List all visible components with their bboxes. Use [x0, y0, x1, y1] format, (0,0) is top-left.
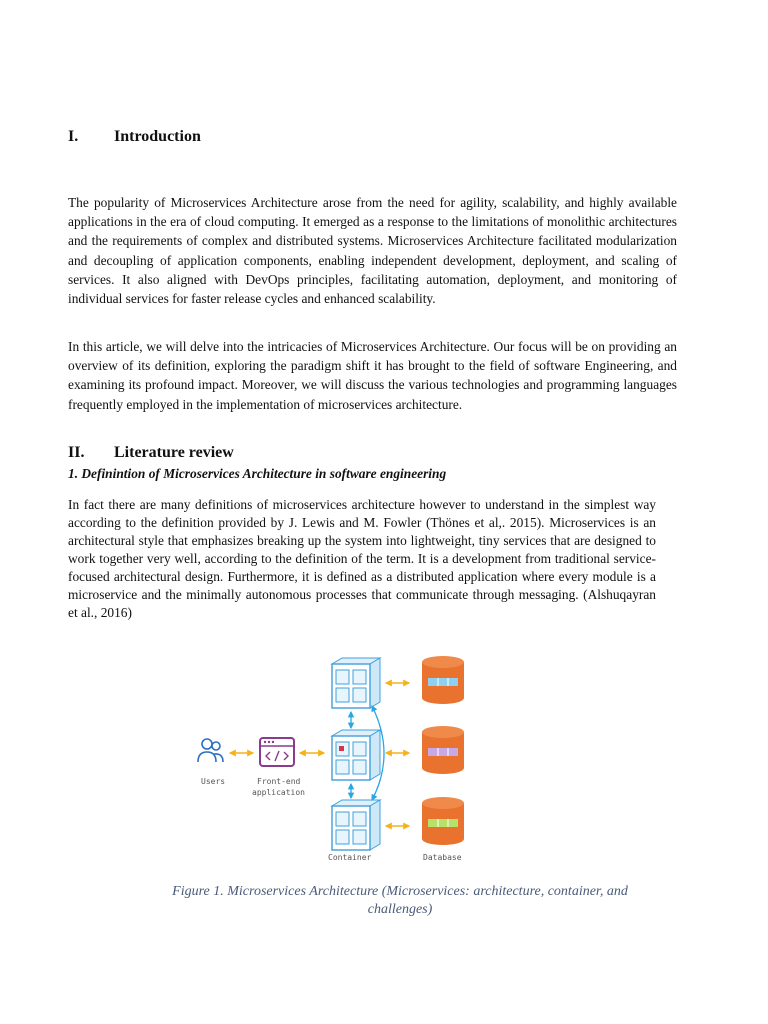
section-title: Literature review: [114, 444, 234, 461]
database-icon-1: [422, 656, 464, 704]
container-box-3: [332, 800, 380, 850]
literature-paragraph: In fact there are many definitions of microservices architecture however to understand in the simplest way according to the definition provided by J. Lewis and M. Fowler (Thönes et al,. 2015). Microservices is an architectural style that emphasizes breaking up the system into lightweight, tiny services that are designed to work together very well, according to the definition of the term. It is a development from traditional service-focused architectural design. Furthermore, it is defined as a distributed application where every module is a microservice and the minimally autonomous processes that communicate through messaging. (Alshuqayran et al., 2016): [68, 497, 656, 620]
frontend-label-line-2: application: [252, 788, 305, 797]
users-label: Users: [201, 777, 226, 786]
container-box-2: [332, 730, 380, 780]
container-box-1: [332, 658, 380, 708]
subsection-heading: 1. Definintion of Microservices Architecture in software engineering: [68, 466, 447, 481]
figure-caption: Figure 1. Microservices Architecture (Microservices: architecture, container, and challenges): [172, 884, 628, 917]
database-icon-2: [422, 726, 464, 774]
users-icon: [198, 739, 223, 762]
intro-paragraph-1: The popularity of Microservices Architecture arose from the need for agility, scalability, and highly available applications in the era of cloud computing. It emerged as a response to the limitations of monolithic architectures and the requirements of complex and distributed systems. Microservices Architecture facilitated modularization and decoupling of application components, enabling independent development, deployment, and scaling of services. It also aligned with DevOps principles, facilitating automation, deployment, and monitoring of individual services for faster release cycles and enhanced scalability.: [68, 195, 677, 307]
container-label: Container: [328, 853, 372, 862]
section-number: II.: [68, 444, 85, 461]
section-number: I.: [68, 128, 79, 145]
database-label: Database: [423, 853, 462, 862]
database-icon-3: [422, 797, 464, 845]
section-title: Introduction: [114, 128, 201, 145]
frontend-label-line-1: Front-end: [257, 777, 301, 786]
frontend-app-icon: [260, 738, 294, 766]
intro-paragraph-2: In this article, we will delve into the intricacies of Microservices Architecture. Our focus will be on providing an overview of its definition, exploring the paradigm shift it has brought to the field of software Engineering, and examining its profound impact. Moreover, we will discuss the various technologies and programming languages frequently employed in the implementation of microservices architecture.: [68, 339, 677, 412]
microservices-diagram: [190, 650, 480, 870]
